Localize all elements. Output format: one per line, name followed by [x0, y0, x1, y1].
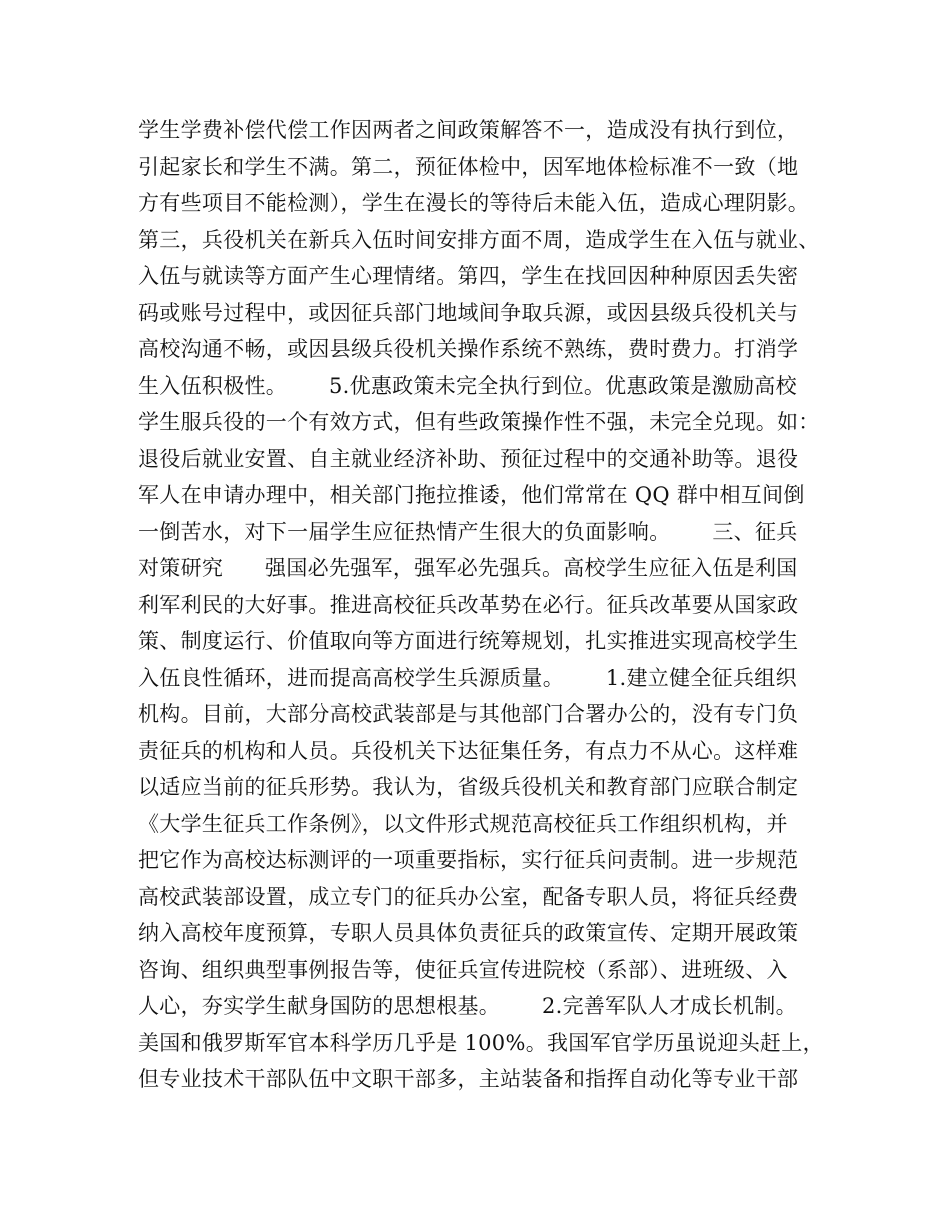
text-line: 方有些项目不能检测），学生在漫长的等待后未能入伍，造成心理阴影。 — [138, 191, 810, 215]
text-line: 高校沟通不畅，或因县级兵役机关操作系统不熟练，费时费力。打消学 — [138, 337, 799, 361]
text-line: 退役后就业安置、自主就业经济补助、预征过程中的交通补助等。退役 — [138, 446, 799, 471]
text-line: 引起家长和学生不满。第二，预征体检中，因军地体检标准不一致（地 — [138, 154, 799, 179]
text-line: 码或账号过程中，或因征兵部门地域间争取兵源，或因县级兵役机关与 — [138, 300, 799, 325]
text-line: 纳入高校年度预算，专职人员具体负责征兵的政策宣传、定期开展政策 — [138, 921, 799, 945]
text-line: 军人在申请办理中，相关部门拖拉推诿，他们常常在 QQ 群中相互间倒 — [138, 483, 805, 507]
text-line: 人心，夯实学生献身国防的思想根基。 2.完善军队人才成长机制。 — [138, 994, 797, 1018]
text-line: 责征兵的机构和人员。兵役机关下达征集任务，有点力不从心。这样难 — [138, 738, 799, 763]
text-line: 咨询、组织典型事例报告等，使征兵宣传进院校（系部）、进班级、入 — [138, 957, 788, 982]
text-line: 入伍与就读等方面产生心理情绪。第四，学生在找回因种种原因丢失密 — [138, 264, 799, 288]
text-line: 学生学费补偿代偿工作因两者之间政策解答不一，造成没有执行到位， — [138, 118, 799, 142]
text-line: 但专业技术干部队伍中文职干部多，主站装备和指挥自动化等专业干部 — [138, 1067, 799, 1091]
text-line: 策、制度运行、价值取向等方面进行统筹规划，扎实推进实现高校学生 — [138, 629, 799, 653]
text-line: 把它作为高校达标测评的一项重要指标，实行征兵问责制。进一步规范 — [138, 848, 799, 872]
text-line: 利军利民的大好事。推进高校征兵改革势在必行。征兵改革要从国家政 — [138, 592, 799, 617]
text-line: 对策研究 强国必先强军，强军必先强兵。高校学生应征入伍是利国 — [138, 556, 798, 580]
body-text — [138, 112, 838, 1098]
text-line: 一倒苦水，对下一届学生应征热情产生很大的负面影响。 三、征兵 — [138, 519, 798, 544]
text-line: 第三，兵役机关在新兵入伍时间安排方面不周，造成学生在入伍与就业、 — [138, 227, 820, 252]
text-line: 入伍良性循环，进而提高高校学生兵源质量。 1.建立健全征兵组织 — [138, 665, 797, 690]
text-line: 以适应当前的征兵形势。我认为，省级兵役机关和教育部门应联合制定 — [138, 775, 799, 799]
text-line: 学生服兵役的一个有效方式，但有些政策操作性不强，未完全兑现。如： — [138, 410, 820, 434]
text-line: 机构。目前，大部分高校武装部是与其他部门合署办公的，没有专门负 — [138, 702, 799, 726]
text-line: 高校武装部设置，成立专门的征兵办公室，配备专职人员，将征兵经费 — [138, 884, 799, 909]
text-line: 生入伍积极性。 5.优惠政策未完全执行到位。优惠政策是激励高校 — [138, 373, 797, 398]
text-line: 《大学生征兵工作条例》，以文件形式规范高校征兵工作组织机构，并 — [138, 811, 788, 836]
text-line: 美国和俄罗斯军官本科学历几乎是 100%。我国军官学历虽说迎头赶上， — [138, 1030, 824, 1055]
